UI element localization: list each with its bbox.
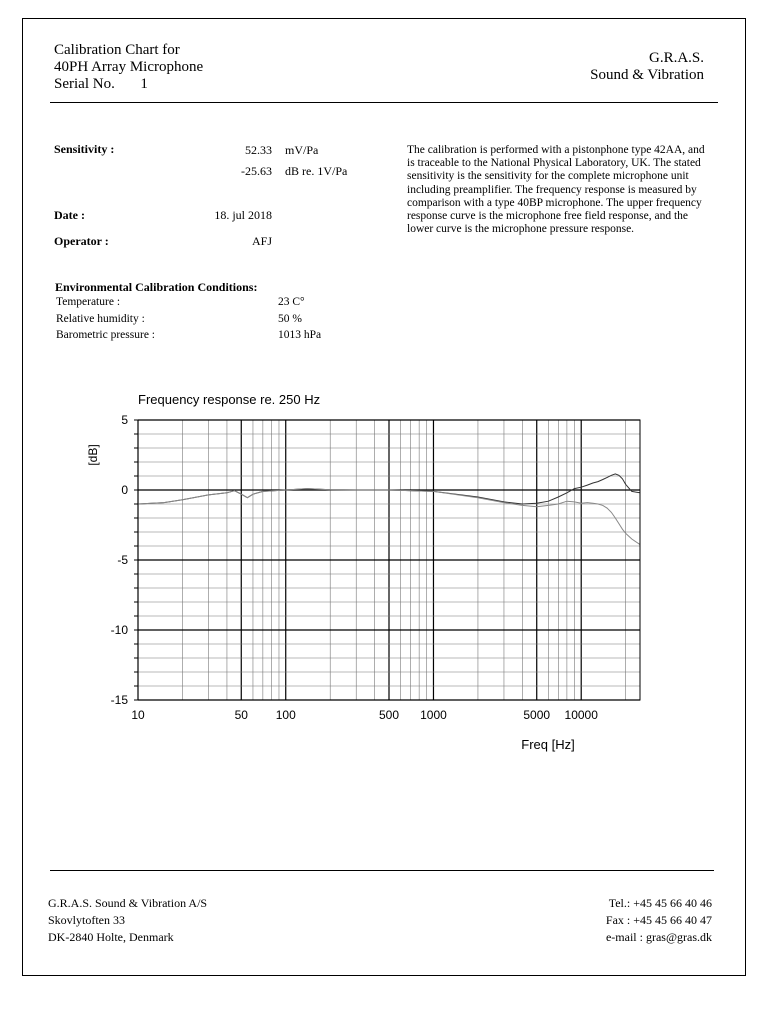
company-subtitle: Sound & Vibration: [590, 67, 704, 83]
y-tick-label: -5: [117, 553, 128, 567]
title-line-1: Calibration Chart for: [54, 42, 180, 58]
y-tick-label: -15: [110, 693, 128, 707]
env-label-temperature: Temperature :: [56, 296, 121, 308]
chart-y-axis-label: [dB]: [86, 444, 100, 466]
y-tick-label: 0: [121, 483, 128, 497]
header-divider: [50, 102, 718, 103]
environment-title: Environmental Calibration Conditions:: [55, 280, 258, 294]
date-label: Date :: [54, 208, 85, 222]
sensitivity-label: Sensitivity :: [54, 142, 115, 156]
chart-ticks: [111, 413, 599, 722]
sensitivity-unit-mv: mV/Pa: [285, 143, 319, 157]
footer-email: e-mail : gras@gras.dk: [605, 930, 712, 944]
sensitivity-value-mv: 52.33: [245, 143, 272, 157]
sensitivity-unit-db: dB re. 1V/Pa: [285, 164, 348, 178]
footer-street: Skovlytoften 33: [48, 913, 125, 927]
chart-grid: [138, 420, 640, 700]
calibration-description: The calibration is performed with a pistonphone type 42AA, and is traceable to the National Physical Laboratory, UK. The stated sensitivity is the sensitivity for the complete microphone unit including preamplifier. The frequency response is measured by comparison with a type 40BP microphone. The upper frequency response curve is the microphone free field response, and the lower curve is the microphone pressure response.: [407, 144, 705, 236]
title-line-2: 40PH Array Microphone: [54, 59, 204, 75]
env-label-pressure: Barometric pressure :: [56, 329, 155, 341]
footer-fax: Fax : +45 45 66 40 47: [605, 913, 712, 927]
x-tick-label: 500: [378, 708, 400, 722]
env-value-pressure: 1013 hPa: [278, 329, 322, 341]
env-value-temperature: 23 C°: [278, 296, 305, 308]
chart-title: Frequency response re. 250 Hz: [138, 392, 321, 407]
footer-divider: [50, 870, 714, 871]
chart-x-axis-label: Freq [Hz]: [521, 737, 575, 752]
operator-label: Operator :: [54, 234, 109, 248]
x-tick-label: 10: [131, 708, 145, 722]
env-label-humidity: Relative humidity :: [56, 313, 145, 325]
document-title: [54, 42, 203, 93]
company-name: G.R.A.S.: [648, 50, 704, 66]
y-tick-label: 5: [121, 413, 128, 427]
footer-city: DK-2840 Holte, Denmark: [48, 930, 174, 944]
env-value-humidity: 50 %: [278, 313, 302, 325]
footer-contact: [606, 895, 712, 946]
footer-address: [48, 895, 207, 946]
y-tick-label: -10: [110, 623, 128, 637]
x-tick-label: 100: [275, 708, 296, 722]
sensitivity-value-db: -25.63: [241, 164, 272, 178]
frequency-response-chart: [0, 380, 768, 760]
serial-row: [54, 76, 203, 93]
operator-value: AFJ: [251, 234, 272, 248]
footer-tel: Tel.: +45 45 66 40 46: [608, 896, 712, 910]
date-value: 18. jul 2018: [214, 208, 272, 222]
x-tick-label: 5000: [523, 708, 551, 722]
x-tick-label: 1000: [420, 708, 447, 722]
x-tick-label: 50: [234, 708, 248, 722]
footer-company: G.R.A.S. Sound & Vibration A/S: [48, 896, 208, 910]
company-header: [590, 50, 704, 84]
serial-label: Serial No.: [54, 76, 115, 92]
x-tick-label: 10000: [564, 708, 598, 722]
serial-value: 1: [140, 76, 148, 92]
